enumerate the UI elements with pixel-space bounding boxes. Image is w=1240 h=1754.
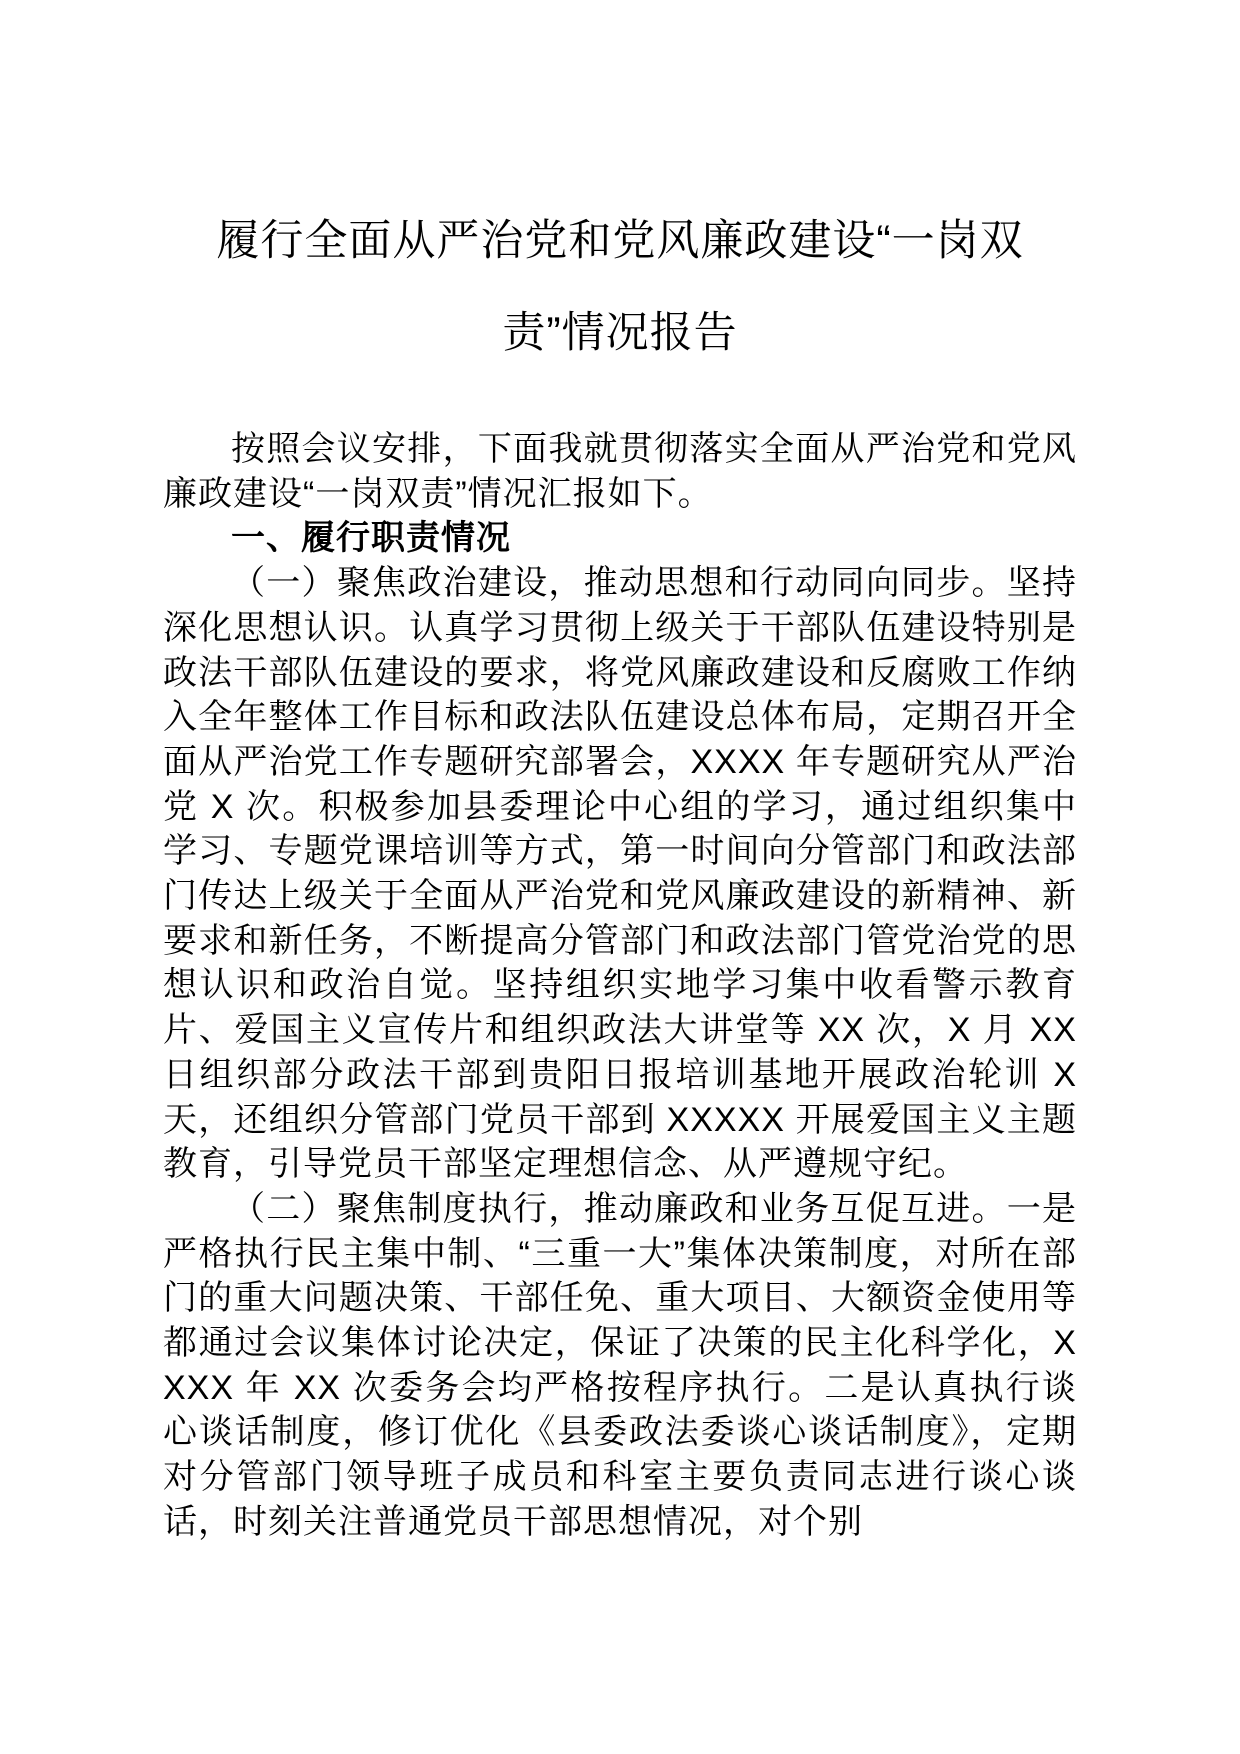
paragraph-section-1-item-2: （二）聚焦制度执行，推动廉政和业务互促互进。一是严格执行民主集中制、“三重一大”集体决策制度，对所在部门的重大问题决策、干部任免、重大项目、大额资金使用等都通过会议集体讨论决定，保证了决策的民主化科学化，XXXX 年 XX 次委务会均严格按程序执行。二是认真执行谈心谈话制度，修订优化《县委政法委谈心谈话制度》，定期对分管部门领导班子成员和科室主要负责同志进行谈心谈话，时刻关注普通党员干部思想情况，对个别	[163, 1189, 1077, 1541]
section-heading-1: 一、履行职责情况	[231, 519, 511, 558]
document-title: 履行全面从严治党和党风廉政建设“一岗双责”情况报告	[216, 217, 1024, 357]
paragraph-intro: 按照会议安排，下面我就贯彻落实全面从严治党和党风廉政建设“一岗双责”情况汇报如下。	[163, 430, 1077, 513]
paragraph-section-1-item-1: （一）聚焦政治建设，推动思想和行动同向同步。坚持深化思想认识。认真学习贯彻上级关于干部队伍建设特别是政法干部队伍建设的要求，将党风廉政建设和反腐败工作纳入全年整体工作目标和政法队伍建设总体布局，定期召开全面从严治党工作专题研究部署会，XXXX 年专题研究从严治党 X 次。积极参加县委理论中心组的学习，通过组织集中学习、专题党课培训等方式，第一时间向分管部门和政法部门传达上级关于全面从严治党和党风廉政建设的新精神、新要求和新任务，不断提高分管部门和政法部门管党治党的思想认识和政治自觉。坚持组织实地学习集中收看警示教育片、爱国主义宣传片和组织政法大讲堂等 XX 次，X 月 XX 日组织部分政法干部到贵阳日报培训基地开展政治轮训 X 天，还组织分管部门党员干部到 XXXXX 开展爱国主义主题教育，引导党员干部坚定理想信念、从严遵规守纪。	[163, 564, 1077, 1184]
